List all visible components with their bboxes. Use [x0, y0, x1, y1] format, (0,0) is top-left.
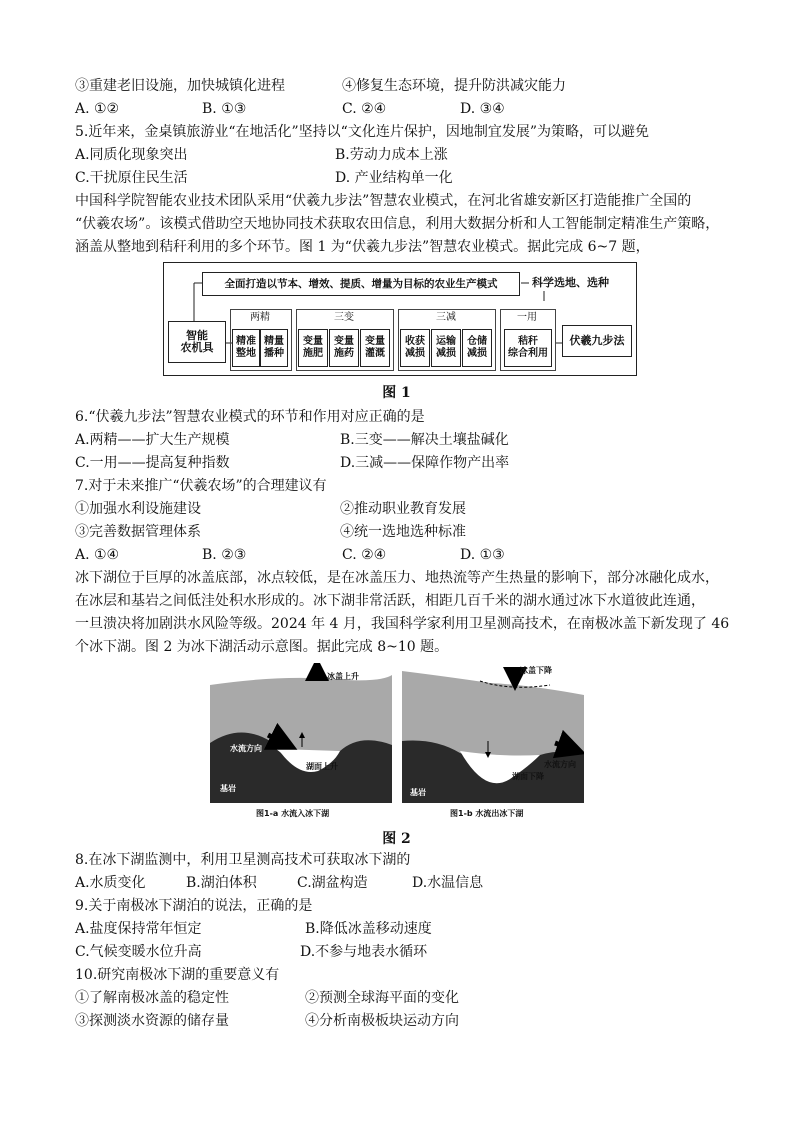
answer-a: A. ①②: [75, 101, 120, 117]
step-box: 运输 减损: [431, 329, 461, 367]
answer-c: C. ②④: [342, 101, 387, 117]
figure-1-caption: 图 1: [382, 385, 411, 401]
q7-o2: ②推动职业教育发展: [340, 501, 466, 517]
passage2-line3: 一旦溃决将加剧洪水风险等级。2024 年 4 月，我国科学家利用卫星测高技术，在南极冰盖下新发现了 46: [75, 616, 730, 632]
step-box: 精准 整地: [232, 329, 260, 367]
q5-b: B.劳动力成本上涨: [335, 147, 448, 163]
bedrock-label: 基岩: [220, 784, 236, 793]
figure-1-diagram: [163, 262, 637, 376]
answer-b: B. ①③: [202, 101, 247, 117]
option-4: ④修复生态环境，提升防洪减灾能力: [342, 78, 566, 94]
step-box: 仓储 减损: [462, 329, 492, 367]
q5-d: D. 产业结构单一化: [335, 170, 453, 186]
q6-stem: 6.“伏羲九步法”智慧农业模式的环节和作用对应正确的是: [75, 409, 425, 425]
q9-a: A.盐度保持常年恒定: [75, 921, 202, 937]
q6-b: B.三变——解决土壤盐碱化: [340, 432, 509, 448]
q7-answer-d: D. ①③: [460, 547, 505, 563]
group-title: 两精: [232, 311, 288, 325]
passage1-line3: 涵盖从整地到秸秆利用的多个环节。图 1 为“伏羲九步法”智慧农业模式。据此完成 6~7 题，: [75, 239, 650, 255]
q10-o3: ③探测淡水资源的储存量: [75, 1013, 229, 1029]
q10-stem: 10.研究南极冰下湖的重要意义有: [75, 967, 280, 983]
step-box: 收获 减损: [400, 329, 430, 367]
figure-2-caption: 图 2: [382, 831, 411, 847]
q8-c: C.湖盆构造: [297, 875, 368, 891]
passage2-line1: 冰下湖位于巨厚的冰盖底部，冰点较低，是在冰盖压力、地热流等产生热量的影响下，部分冰融化成水，: [75, 570, 719, 586]
option-3: ③重建老旧设施，加快城镇化进程: [75, 78, 285, 94]
passage2-line4: 个冰下湖。图 2 为冰下湖活动示意图。据此完成 8~10 题。: [75, 639, 449, 655]
figure-2-illustration: [210, 663, 584, 823]
panel-b-title: 图1-b 水流出冰下湖: [450, 809, 524, 818]
q10-o2: ②预测全球海平面的变化: [305, 990, 459, 1006]
q8-a: A.水质变化: [75, 875, 146, 891]
q9-d: D.不参与地表水循环: [300, 944, 428, 960]
group-title: 三变: [298, 311, 390, 325]
q7-o1: ①加强水利设施建设: [75, 501, 201, 517]
nine-step-box: 伏羲九步法: [562, 325, 632, 357]
q6-c: C.一用——提高复种指数: [75, 455, 230, 471]
q8-d: D.水温信息: [412, 875, 484, 891]
q7-o3: ③完善数据管理体系: [75, 524, 201, 540]
passage1-line2: “伏羲农场”。该模式借助空天地协同技术获取农田信息，利用大数据分析和人工智能制定精准生产策略，: [75, 216, 720, 232]
q8-stem: 8.在冰下湖监测中，利用卫星测高技术可获取冰下湖的: [75, 852, 411, 868]
ice-fall-label: 冰盖下降: [520, 666, 552, 675]
flow-direction-label: 水流方向: [544, 760, 576, 769]
step-box: 变量 施肥: [298, 329, 328, 367]
q5-c: C.干扰原住民生活: [75, 170, 188, 186]
q7-stem: 7.对于未来推广“伏羲农场”的合理建议有: [75, 478, 327, 494]
step-box: 变量 灌溉: [360, 329, 390, 367]
step-box: 秸秆 综合利用: [504, 329, 552, 367]
machinery-box: 智能 农机具: [168, 321, 226, 363]
flow-direction-label: 水流方向: [230, 744, 262, 753]
q9-stem: 9.关于南极冰下湖泊的说法，正确的是: [75, 898, 313, 914]
group-title: 一用: [502, 311, 552, 325]
q10-o1: ①了解南极冰盖的稳定性: [75, 990, 229, 1006]
q6-a: A.两精——扩大生产规模: [75, 432, 230, 448]
group-title: 三减: [400, 311, 492, 325]
figure-2-diagram: [210, 663, 584, 823]
q5-stem: 5.近年来，金桌镇旅游业“在地活化”坚持以“文化连片保护，因地制宜发展”为策略，可以避免: [75, 124, 649, 140]
answer-d: D. ③④: [460, 101, 505, 117]
q9-c: C.气候变暖水位升高: [75, 944, 202, 960]
passage2-line2: 在冰层和基岩之间低洼处积水形成的。冰下湖非常活跃，相距几百千米的湖水通过冰下水道彼此连通，: [75, 593, 705, 609]
step-box: 精量 播种: [260, 329, 288, 367]
q8-b: B.湖泊体积: [186, 875, 257, 891]
lake-fall-label: 湖面下降: [512, 772, 544, 781]
q7-answer-a: A. ①④: [75, 547, 120, 563]
bedrock-label: 基岩: [410, 788, 426, 797]
passage1-line1: 中国科学院智能农业技术团队采用“伏羲九步法”智慧农业模式，在河北省雄安新区打造能推广全国的: [75, 193, 692, 209]
q7-answer-c: C. ②④: [342, 547, 387, 563]
q7-o4: ④统一选地选种标准: [340, 524, 466, 540]
goal-box: 全面打造以节本、增效、提质、增量为目标的农业生产模式: [202, 272, 520, 296]
ice-rise-label: 冰盖上升: [327, 672, 359, 681]
panel-a-title: 图1-a 水流入冰下湖: [256, 809, 330, 818]
q7-answer-b: B. ②③: [202, 547, 247, 563]
q5-a: A.同质化现象突出: [75, 147, 188, 163]
step-box: 变量 施药: [329, 329, 359, 367]
q9-b: B.降低冰盖移动速度: [305, 921, 432, 937]
q10-o4: ④分析南极板块运动方向: [305, 1013, 459, 1029]
lake-rise-label: 湖面上升: [306, 762, 338, 771]
q6-d: D.三减——保障作物产出率: [340, 455, 510, 471]
selection-label: 科学选地、选种: [532, 276, 609, 289]
